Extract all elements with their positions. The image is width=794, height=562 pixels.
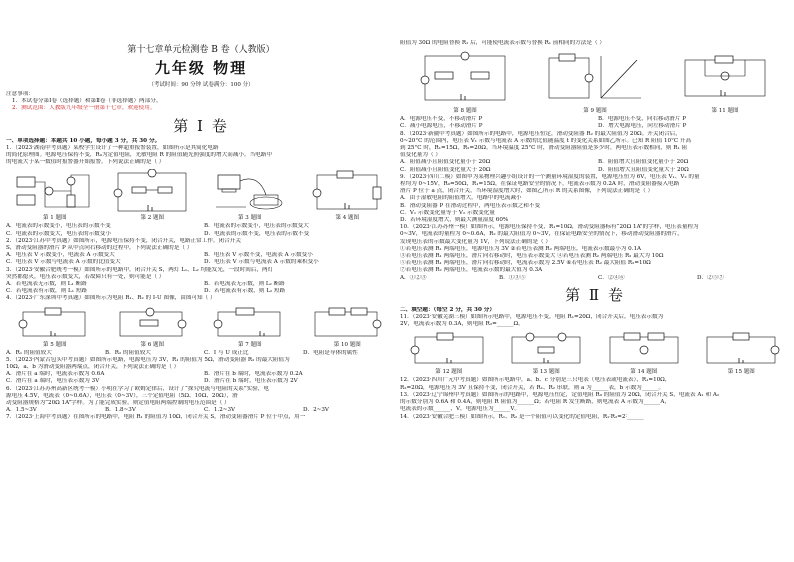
question-14 — [400, 414, 790, 421]
option-row — [6, 378, 396, 385]
option: B．滑动变阻器 P 在滑动过程中，两电压表示数之和不变 — [400, 202, 541, 209]
question-line: 6．（2023·江苏苏州高新区统考一模）小明在学习了欧姆定律后，设计了“探究电流与电阻的关系”实验，电 — [6, 385, 270, 392]
question-line: 14．（2023·安徽合肥三模）如图所示，R₁、R₂ 是一个阻值可以变化的定值电阻，R₁∶R₂=2∶______ — [400, 413, 644, 420]
question-line: 滑片 P 位于 a 点，闭合开关，当环境湿度增大时，如图乙所示 R 的关系图像，下列说法正确的是（ ） — [400, 188, 654, 195]
option: A．①②③ — [400, 274, 427, 281]
circuit-diagram-10 — [307, 306, 387, 342]
option: A．电源电压不变，不移动滑片 P — [400, 116, 483, 123]
option: D．滑片在 b 端时，电压表示数为 2V — [204, 378, 298, 385]
circuit-diagram-4 — [307, 169, 387, 215]
question-3 — [6, 267, 396, 296]
option: A．电流表的示数变小，电压表的示数不变 — [6, 223, 111, 230]
question-line: 5．（2023·内蒙古包头中考真题）如图所示电路，电源电压为 3V，R₁ 的阻值为 5Ω，滑动变阻器 R₂ 的最大阻值为 — [6, 356, 290, 363]
question-1-options — [6, 223, 396, 237]
question-10 — [400, 224, 790, 282]
option: C．电压表 V 示数与电流表 A 示数的比值变大 — [6, 259, 121, 266]
circuit-diagram-8 — [415, 50, 515, 108]
option-row — [6, 407, 396, 414]
question-line: 11．（2023·安徽芜湖三模）如图所示电路中，电源电压不变，电阻 R₁=20Ω，闭合开关后，电压表示数为 — [400, 314, 664, 321]
option: D．电压表 V 示数与电流表 A 示数的乘积变小 — [204, 259, 319, 266]
option: C．V₁ 示数变化量等于 V₂ 示数变化量 — [400, 209, 495, 216]
option: B．1.8~3V — [105, 407, 136, 414]
notice-item: 2．测试范围：人教版九年级全一册第十七章。欢迎使用。 — [12, 105, 156, 112]
option: C．I 与 U 成正比 — [204, 349, 249, 356]
circuit-diagram-2 — [112, 169, 192, 215]
notice-block — [6, 91, 396, 113]
figure-8 — [415, 50, 515, 115]
figure-row-2 — [6, 306, 396, 349]
question-8 — [400, 131, 790, 174]
circuit-diagram-1 — [15, 169, 95, 215]
option-row — [6, 223, 396, 230]
question-line: 电流表的示数______，V，电源电压为______V。 — [400, 406, 520, 413]
question-1 — [6, 145, 396, 167]
option-row — [6, 350, 396, 357]
option: C．滑片在 a 端时，电压表示数为 3V — [6, 378, 100, 385]
option: B．①③⑤ — [499, 274, 526, 281]
figure-7 — [210, 306, 290, 349]
circuit-diagram-3 — [210, 169, 290, 215]
question-line: 的电流大于某一数值时报警器开始报警。下列说法正确的是（ ） — [6, 159, 165, 166]
option: D．阻值增大且阻值变化量大于 20Ω — [598, 166, 689, 173]
circuit-diagram-14 — [602, 331, 686, 369]
section1-intro: 一、单项选择题：本题共 10 小题，每小题 3 分，共 30 分。 — [6, 137, 161, 144]
figure-caption: 第 4 题图 — [335, 215, 359, 222]
question-line: 到 25°C 时，R₁=15Ω，R₂=20Ω。当环境温度 25°C 时，滑动变阻器阻值是多少时，两电压表示数相同，则 R₁ 阻 — [400, 145, 688, 152]
option: A．阻值减小且阻值变化量小于 20Ω — [400, 159, 491, 166]
circuit-diagram-9 — [545, 50, 645, 108]
option: D．若环境湿度增大，则最大测量湿度 60% — [400, 217, 509, 224]
question-line: 源电压 4.5V，电流表（0~0.6A），电压表（0~3V），三个定值电阻（5Ω、10Ω、20Ω），滑 — [6, 392, 238, 399]
question-2 — [6, 238, 396, 267]
option: B．电流表的示数变小，电压表的示数变大 — [204, 223, 309, 230]
option: A．1.5~3V — [6, 407, 37, 414]
question-line: 12．（2023·四川广元中考真题）如图所示电路中，a、b、c 分别是三只电表（电压表或电流表），R₁=10Ω， — [400, 377, 671, 384]
question-line: 程均为 0~15V，R₀=50Ω，R₁=15Ω，在保证电路安全的情况下，电流表示数为 0.2A 时，滑动变阻器接入电路 — [400, 181, 680, 188]
option: D．电阻是导体的属性 — [303, 349, 358, 356]
figure-row-4 — [400, 331, 790, 376]
option: B．阻值增大且阻值变化量小于 20Ω — [598, 159, 689, 166]
option-row — [6, 259, 396, 266]
option-row — [400, 116, 790, 123]
figure-row-3 — [400, 50, 790, 115]
option: C．若电流表有示数，则 L₁ 短路 — [6, 288, 87, 295]
question-line: 的示数分别为 0.6A 和 0.4A，则电阻 R 阻值为______Ω；若电阻 R 发生断路，则电流表 A 示数为______A， — [400, 399, 670, 406]
option: C．电流表的示数变大，电压表的示数变小 — [6, 230, 111, 237]
statement: ①若电压表测 R₁ 两端电压，电源电压为 3V ②若电压表测 R₂ 两端电压，电流表示数最小为 0.1A — [400, 245, 642, 252]
question-4 — [6, 295, 396, 302]
question-line: 突然都熄灭，电压表示数变大，若故障只有一处，则可能是（ ） — [6, 273, 165, 280]
figure-4 — [307, 169, 387, 222]
option: B．R₂ 的阻值较大 — [105, 349, 151, 356]
figure-9 — [545, 50, 645, 115]
figure-15 — [699, 331, 783, 376]
option-row — [6, 231, 396, 238]
question-line: 动变阻器规格为“20Ω 1A”字样。为了能完成实验，则定值电阻两端控制的电压范围是（ ） — [6, 400, 230, 407]
question-line: 3．（2023·安徽合肥统考一模）如图所示的电路中，闭合开关 S，两灯 L₁、L₂ 均能发光，一段时间后，两灯 — [6, 266, 274, 273]
question-line: 10Ω，a、b 为滑动变阻器两端点，闭合开关，下列说法正确的是（ ） — [6, 364, 180, 371]
question-11 — [400, 314, 790, 328]
option: C．减小电源电压，不移动滑片 P — [400, 123, 483, 130]
option: C．1.2~3V — [204, 407, 236, 414]
question-7-options — [400, 116, 790, 130]
figure-caption: 第 14 题图 — [630, 369, 658, 376]
figure-12 — [407, 331, 491, 376]
notice-label: 注意事项： — [6, 91, 34, 97]
exam-meta: （考试时间：90 分钟 试卷满分：100 分） — [148, 82, 254, 88]
figure-caption: 第 5 题图 — [43, 341, 67, 348]
statement: ⑤若电压表测 R₁ 两端电压，滑片向右移动时，电流表示数为 2.5V ⑥若电压表 R₂ 最大阻值 R₂=10Ω — [400, 260, 651, 267]
question-line: 阻值为 30Ω 的电阻替换 R₁ 后，可能使电流表示数与替换 R₁ 前相同的方法是（ ） — [400, 40, 605, 46]
question-line: 1．（2023·湖南中考真题）某校学生设计了一种超重报警装置，如图所示是其简化电路 — [6, 144, 219, 151]
circuit-diagram-11 — [675, 50, 775, 108]
spacer — [400, 0, 790, 40]
option: D．2~3V — [303, 407, 329, 414]
figure-13 — [504, 331, 588, 376]
figure-caption: 第 6 题图 — [140, 341, 164, 348]
question-9 — [400, 174, 790, 224]
circuit-diagram-13 — [504, 331, 588, 369]
option: D．②⑤⑦ — [697, 274, 724, 281]
question-line: 13．（2023·辽宁锦州中考真题）如图所示的电路中，电源电压恒定，定值电阻 R₀ 的阻值为 20Ω，闭合开关 S，电流表 A₁ 和 A₂ — [400, 391, 720, 398]
figure-caption: 第 1 题图 — [43, 215, 67, 222]
option: B．电源电压不变，向右移动滑片 P — [598, 116, 686, 123]
exam-title: 第十七章单元检测卷 B 卷（人教版） — [127, 45, 275, 55]
figure-caption: 第 15 题图 — [727, 369, 755, 376]
circuit-diagram-7 — [210, 306, 290, 342]
option: A．R₁ 的阻值较大 — [6, 349, 52, 356]
option-row — [6, 371, 396, 378]
exam-subject: 九年级 物理 — [154, 59, 248, 77]
question-line: 7．（2023·上海中考真题）在图所示的电路中，电阻 R₁ 的阻值为 10Ω，闭合开关 S，滑动变阻器滑片 P 位于中点，用一 — [6, 414, 306, 421]
option-row — [6, 281, 396, 288]
option: C．阻值减小且阻值变化量大于 20Ω — [400, 166, 491, 173]
option: A．由于湿敏电阻的阻值增大，电路中的电流减小 — [400, 195, 522, 202]
figure-caption: 第 10 题图 — [333, 341, 361, 348]
figure-caption: 第 13 题图 — [532, 369, 560, 376]
option-row — [6, 288, 396, 295]
figure-3 — [210, 169, 290, 222]
circuit-diagram-15 — [699, 331, 783, 369]
statement: ⑦若电压表测 R₂ 两端电压，电流表示数的最大值为 0.3A — [400, 267, 543, 274]
option-row — [6, 252, 396, 259]
question-7 — [6, 414, 396, 421]
question-line: 发现电压表的示数最大变化量为 1V，下列说法正确的是（ ） — [400, 238, 551, 245]
question-line: 8．（2023·新疆中考真题）如图所示的电路中，电源电压恒定，滑动变阻器 R₂ 的最大阻值为 20Ω。开关闭合后， — [400, 130, 681, 137]
section2-intro: 二、填空题：（每空 2 分，共 30 分） — [400, 306, 495, 313]
figure-caption: 第 7 题图 — [238, 341, 262, 348]
figure-6 — [112, 306, 192, 349]
notice-item: 1．本试卷分第Ⅰ卷（选择题）和第Ⅱ卷（非选择题）两部分。 — [12, 98, 162, 105]
section2-heading: 第 Ⅱ 卷 — [565, 285, 625, 304]
option: D．若电流表有示数，则 L₂ 短路 — [204, 288, 286, 295]
question-5 — [6, 357, 396, 386]
figure-5 — [15, 306, 95, 349]
option-row — [400, 159, 790, 166]
figure-caption: 第 11 题图 — [711, 108, 739, 115]
option: D．电流表的示数不变，电压表的示数不变 — [204, 230, 310, 237]
question-line: 2V，电流表示数为 0.3A，则电阻 R₂=______Ω。 — [400, 321, 524, 328]
figure-11 — [675, 50, 775, 115]
option-row — [400, 167, 790, 174]
option: A．若电流表无示数，则 L₁ 断路 — [6, 281, 87, 288]
question-line: 的简化原理图。电源电压保持不变，R₀为定值电阻，光敏电阻 R 的阻值随光照强度的增大而减小。当电路中 — [6, 152, 272, 159]
circuit-diagram-12 — [407, 331, 491, 369]
question-line: 0~3V，电流表的量程为 0~0.6A，R₂ 的最大阻值为 0~3V，在保证电路安全的情况下，移动滑动变阻器的滑片， — [400, 231, 683, 238]
question-13 — [400, 392, 790, 414]
figure-14 — [602, 331, 686, 376]
question-line: 10．（2023·江苏苏州一模）如图所示，电源电压保持不变，R₁=10Ω，滑动变阻器标有“20Ω 1A”的字样，电压表量程为 — [400, 224, 699, 231]
figure-1 — [15, 169, 95, 222]
option: D．增大电源电压，向左移动滑片 P — [598, 123, 687, 130]
figure-row-1 — [6, 169, 396, 222]
question-line: R₂=20Ω，电源电压为 3V 且保持不变，闭合开关，若 R₁、R₂ 串联，则 a 为______表，b 示数为______。 — [400, 384, 665, 391]
figure-10 — [307, 306, 387, 349]
question-line: S，滑动变阻器的滑片 P 从中点向右移动的过程中，下列说法正确的是（ ） — [6, 245, 193, 252]
figure-caption: 第 8 题图 — [453, 108, 477, 115]
option: C．②④⑥ — [598, 274, 625, 281]
figure-caption: 第 12 题图 — [435, 369, 463, 376]
figure-caption: 第 2 题图 — [140, 215, 164, 222]
figure-2 — [112, 169, 192, 222]
question-line: 2．（2023·江苏中考真题）如图所示，电源电压保持不变，闭合开关，电路正常工作。闭合开关 — [6, 237, 241, 244]
figure-caption: 第 9 题图 — [583, 108, 607, 115]
section1-heading: 第 Ⅰ 卷 — [173, 116, 229, 135]
option: A．滑片在 a 端时，电流表示数为 0.6A — [6, 371, 105, 378]
option: B．若电流表无示数，则 L₂ 断路 — [204, 281, 285, 288]
question-line: 9．（2023·四川二模）如图甲为某物理兴趣小组设计的一个测量环境湿度的装置，电源电压恒为 6V，电压表 V₁、V₂ 的量 — [400, 173, 700, 180]
circuit-diagram-5 — [15, 306, 95, 342]
left-column — [6, 0, 396, 562]
question-line: 0~20°C 的范围内，电压表 V₁ 示数与电流表 A 示数的比值随温度 t 的变化关系如图乙所示。已知 R 阻值 10°C 升高 — [400, 137, 692, 144]
question-line: 4．（2023·广东深圳中考真题）如图所示为电阻 R₁、R₂ 的 I-U 图像，由图可知（ ） — [6, 295, 216, 302]
circuit-diagram-6 — [112, 306, 192, 342]
option: B．滑片在 b 端时，电流表示数为 0.2A — [204, 371, 303, 378]
right-column — [400, 0, 790, 562]
question-12 — [400, 377, 790, 391]
option-row — [400, 275, 790, 282]
question-line: 值变化量为（ ） — [400, 152, 441, 159]
statement: ③若电压表测 R₁ 两端电压，滑片向右移动时，电压表示数变大 ④若电压表测 R₂ 两端电压 R₂ 最大为 10Ω — [400, 253, 664, 260]
option-row — [400, 123, 790, 130]
question-6 — [6, 386, 396, 415]
option: B．电压表 V 示数不变，电流表 A 示数变小 — [204, 252, 313, 259]
figure-caption: 第 3 题图 — [238, 215, 262, 222]
option: A．电压表 V 示数变小，电流表 A 示数变大 — [6, 252, 115, 259]
